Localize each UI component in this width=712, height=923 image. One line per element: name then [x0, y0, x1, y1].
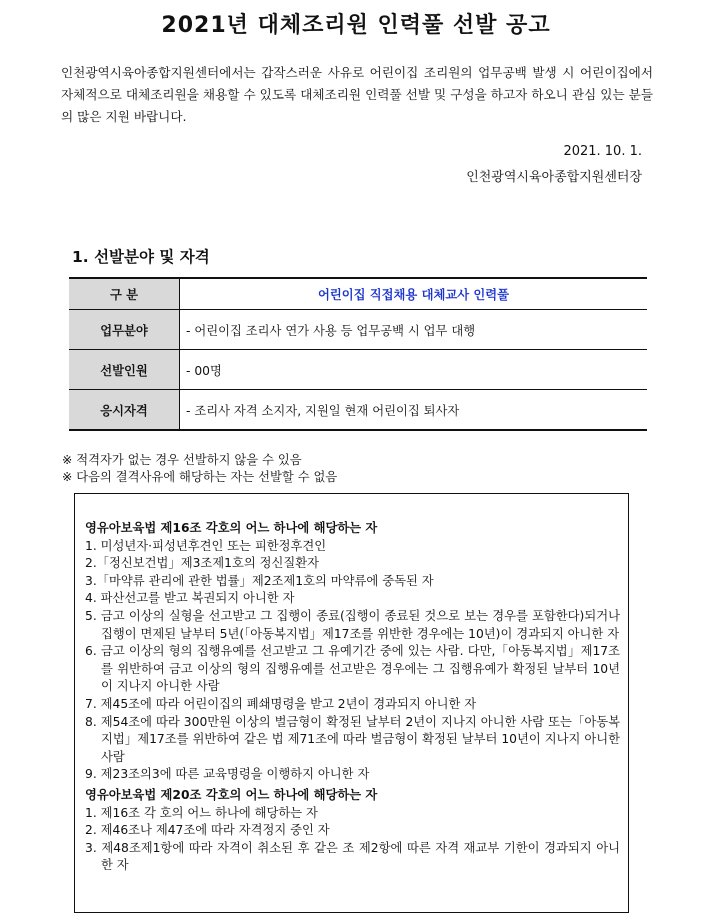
list-item: 1. 미성년자·피성년후견인 또는 피한정후견인 — [85, 538, 327, 553]
section-title-selection: 1. 선발분야 및 자격 — [72, 248, 210, 266]
list-item: 1. 제16조 각 호의 어느 하나에 해당하는 자 — [85, 805, 318, 820]
disqualification-box — [74, 493, 629, 913]
list-item: 7. 제45조에 따라 어린이집의 폐쇄명령을 받고 2년이 경과되지 아니한 자 — [85, 696, 477, 711]
list-item: 4. 파산선고를 받고 복권되지 아니한 자 — [85, 591, 295, 606]
table-header-value: 어린이집 직접채용 대체교사 인력풀 — [180, 278, 648, 310]
table-row-value: - 어린이집 조리사 연가 사용 등 업무공백 시 업무 대행 — [180, 310, 648, 350]
list-item: 3.「마약류 관리에 관한 법률」제2조제1호의 마약류에 중독된 자 — [85, 573, 434, 588]
list-item: 6. 금고 이상의 형의 집행유예를 선고받고 그 유예기간 중에 있는 사람. 다만,「아동복지법」제17조를 위반하여 금고 이상의 형의 집행유예를 선고받은 경우에는 그 집행유예가 확정된 날부터 10년이 지나지 아니한 사람 — [85, 644, 620, 694]
table-row — [69, 350, 647, 390]
list-item: 3. 제48조제1항에 따라 자격이 취소된 후 같은 조 제2항에 따른 자격 재교부 기한이 경과되지 아니한 자 — [85, 840, 620, 873]
table-row-label: 응시자격 — [69, 390, 180, 431]
table-row — [69, 310, 647, 350]
intro-paragraph: 인천광역시육아종합지원센터에서는 갑작스러운 사유로 어린이집 조리원의 업무공백 발생 시 어린이집에서 자체적으로 대체조리원을 채용할 수 있도록 대체조리원 인력풀 선발 및 구성을 하고자 하오니 관심 있는 분들의 많은 지원 바랍니다. — [61, 65, 653, 124]
list-item: 8. 제54조에 따라 300만원 이상의 벌금형이 확정된 날부터 2년이 지나지 아니한 사람 또는「아동복지법」제17조를 위반하여 같은 법 제71조에 따라 벌금형이 확정된 날부터 10년이 지나지 아니한 사람 — [85, 714, 620, 764]
table-row-label: 업무분야 — [69, 310, 180, 350]
note-item: ※ 다음의 결격사유에 해당하는 자는 선발할 수 없음 — [62, 470, 338, 484]
list-item: 5. 금고 이상의 실형을 선고받고 그 집행이 종료(집행이 종료된 것으로 보는 경우를 포함한다)되거나 집행이 면제된 날부터 5년(「아동복지법」제17조를 위반한 경우에는 10년)이 경과되지 아니한 자 — [85, 608, 620, 641]
selection-table — [69, 277, 647, 431]
note-item: ※ 적격자가 없는 경우 선발하지 않을 수 있음 — [62, 453, 302, 467]
list-item: 2.「정신보건법」제3조제1호의 정신질환자 — [85, 556, 320, 571]
table-row-value: - 조리사 자격 소지자, 지원일 현재 어린이집 퇴사자 — [180, 390, 648, 431]
table-row — [69, 390, 647, 431]
table-header-row — [69, 278, 647, 310]
table-row-label: 선발인원 — [69, 350, 180, 390]
notes-list — [62, 452, 337, 486]
list-item: 2. 제46조나 제47조에 따라 자격정지 중인 자 — [85, 823, 330, 838]
issuing-organization: 인천광역시육아종합지원센터장 — [466, 170, 642, 185]
group2-list — [85, 805, 620, 875]
table-row-value: - 00명 — [180, 350, 648, 390]
group2-title: 영유아보육법 제20조 각호의 어느 하나에 해당하는 자 — [85, 787, 378, 802]
table-header-label: 구 분 — [69, 278, 180, 310]
page-title: 2021년 대체조리원 인력풀 선발 공고 — [161, 13, 551, 38]
notice-date: 2021. 10. 1. — [563, 144, 642, 159]
group1-list — [85, 538, 620, 784]
group1-title: 영유아보육법 제16조 각호의 어느 하나에 해당하는 자 — [85, 521, 378, 535]
list-item: 9. 제23조의3에 따른 교육명령을 이행하지 아니한 자 — [85, 767, 370, 782]
